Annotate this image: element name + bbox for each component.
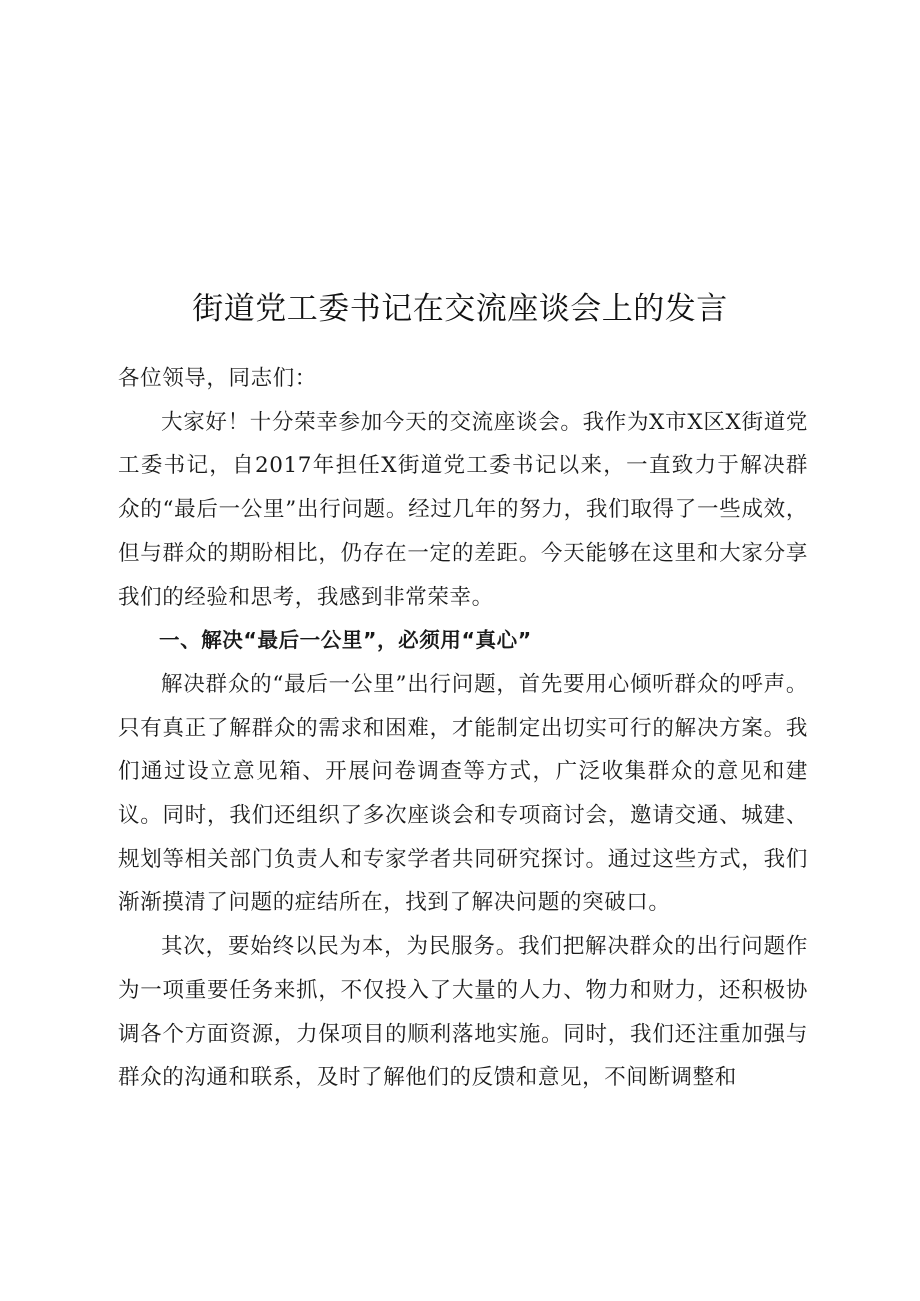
document-body (118, 357, 808, 1100)
salutation: 各位领导，同志们： (118, 366, 317, 391)
page-title: 街道党工委书记在交流座谈会上的发言 (192, 290, 728, 327)
section-1-heading: 一、解决“最后一公里”，必须用“真心” (159, 628, 532, 653)
section-1-paragraph-2: 其次，要始终以民为本，为民服务。我们把解决群众的出行问题作为一项重要任务来抓，不仅投入了大量的人力、物力和财力，还积极协调各个方面资源，力保项目的顺利落地实施。同时，我们还注重加强与群众的沟通和联系，及时了解他们的反馈和意见，不间断调整和 (118, 934, 808, 1091)
section-1-paragraph-1: 解决群众的“最后一公里”出行问题，首先要用心倾听群众的呼声。只有真正了解群众的需求和困难，才能制定出切实可行的解决方案。我们通过设立意见箱、开展问卷调查等方式，广泛收集群众的意见和建议。同时，我们还组织了多次座谈会和专项商讨会，邀请交通、城建、规划等相关部门负责人和专家学者共同研究探讨。通过这些方式，我们渐渐摸清了问题的症结所在，找到了解决问题的突破口。 (118, 671, 808, 916)
intro-paragraph: 大家好！十分荣幸参加今天的交流座谈会。我作为X市X区X街道党工委书记，自2017年担任X街道党工委书记以来，一直致力于解决群众的“最后一公里”出行问题。经过几年的努力，我们取得了一些成效，但与群众的期盼相比，仍存在一定的差距。今天能够在这里和大家分享我们的经验和思考，我感到非常荣幸。 (118, 409, 808, 610)
